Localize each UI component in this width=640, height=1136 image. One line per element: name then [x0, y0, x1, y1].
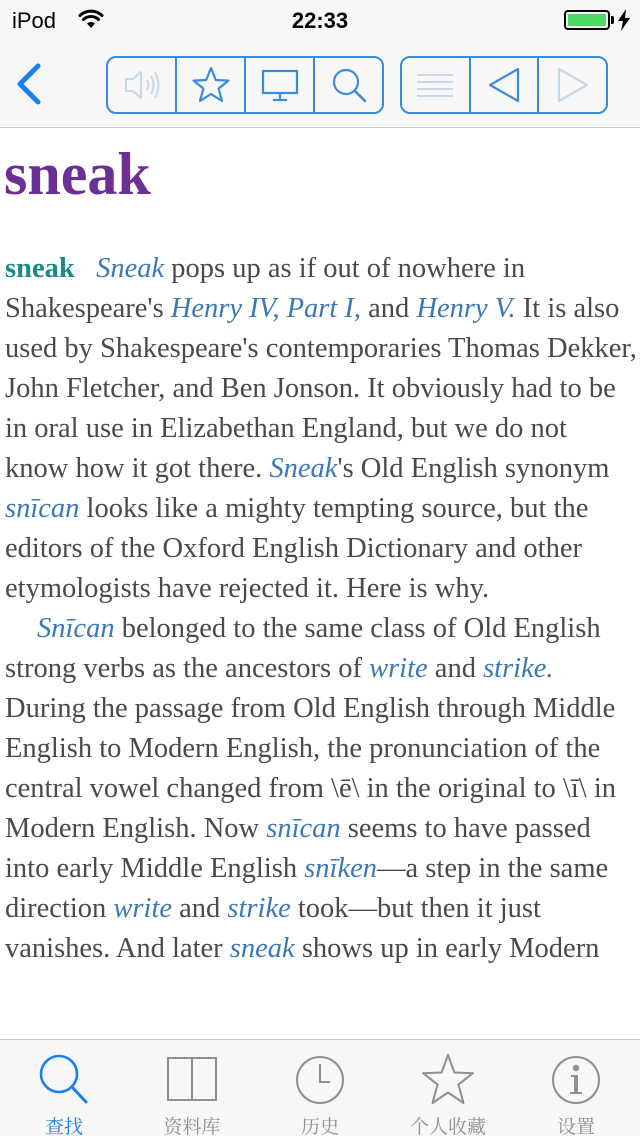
cross-reference-link[interactable]: snīcan: [266, 813, 341, 844]
tab-label: 个人收藏: [409, 1117, 486, 1136]
find-button[interactable]: [315, 58, 382, 112]
tool-group-primary: [106, 56, 384, 114]
text-run: shows up in early Modern: [294, 933, 600, 964]
star-icon: [189, 65, 233, 105]
headword: sneak: [4, 141, 151, 207]
speaker-icon: [120, 65, 164, 105]
device-name: iPod: [12, 8, 57, 33]
text-run: belonged to the same class of Old English strong verbs as the ancestors of: [5, 613, 601, 684]
entry-label: sneak: [5, 253, 75, 284]
next-button[interactable]: [539, 58, 606, 112]
cross-reference-link[interactable]: write: [369, 653, 428, 684]
display-button[interactable]: [246, 58, 315, 112]
text-run: seems to have passed into early Middle English: [5, 813, 591, 884]
cross-reference-link[interactable]: Henry V.: [416, 293, 516, 324]
text-run: pops up as if out of nowhere in Shakespeare's: [5, 253, 526, 324]
text-run: looks like a mighty tempting source, but the editors of the Oxford English Dictionary and other etymologists have rejected it. Here is why.: [5, 493, 589, 604]
text-run: —a step in the same direction: [5, 853, 609, 924]
cross-reference-link[interactable]: sneak: [229, 933, 295, 964]
clock-icon: [292, 1052, 348, 1108]
entry-content: [0, 129, 640, 1039]
tool-group-navigation: [400, 56, 608, 114]
cross-reference-link[interactable]: Sneak: [269, 453, 338, 484]
tab-favorites[interactable]: [384, 1040, 512, 1136]
article-paragraph: [5, 609, 637, 969]
list-button[interactable]: [402, 58, 471, 112]
tab-label: 资料库: [163, 1117, 221, 1136]
text-run: and: [361, 293, 417, 324]
tab-bar: [0, 1039, 640, 1136]
text-run: and: [172, 893, 228, 924]
tab-label: 查找: [44, 1117, 83, 1136]
tab-label: 历史: [300, 1117, 339, 1136]
toolbar: [0, 40, 640, 128]
tab-label: 设置: [556, 1117, 595, 1136]
info-icon: [548, 1052, 604, 1108]
tab-search[interactable]: [0, 1040, 128, 1136]
tab-history[interactable]: [256, 1040, 384, 1136]
search-icon: [36, 1052, 92, 1108]
cross-reference-link[interactable]: Sneak: [96, 253, 165, 284]
previous-triangle-icon: [482, 65, 526, 105]
cross-reference-link[interactable]: strike: [227, 893, 291, 924]
battery-icon: [564, 10, 610, 30]
cross-reference-link[interactable]: Snīcan: [37, 613, 115, 644]
cross-reference-link[interactable]: strike.: [483, 653, 554, 684]
article-text: [5, 249, 637, 969]
monitor-icon: [258, 65, 302, 105]
article-paragraph: [5, 249, 637, 609]
chevron-left-icon[interactable]: [10, 62, 50, 106]
book-icon: [164, 1052, 220, 1108]
charging-bolt-icon: [617, 9, 631, 31]
text-run: During the passage from Old English through Middle English to Modern English, the pronunciation of the central vowel changed from \ē\ in the original to \ī\ in Modern English. Now: [5, 693, 616, 844]
previous-button[interactable]: [471, 58, 540, 112]
text-run: It is also used by Shakespeare's contemporaries Thomas Dekker, John Fletcher, and Ben Jonson. It obviously had to be in oral use in Elizabethan England, but we do not know how it got there.: [5, 293, 637, 484]
tab-library[interactable]: [128, 1040, 256, 1136]
favorite-button[interactable]: [177, 58, 246, 112]
text-run: took—but then it just vanishes. And later: [5, 893, 541, 964]
cross-reference-link[interactable]: snīken: [304, 853, 378, 884]
tab-settings[interactable]: [512, 1040, 640, 1136]
cross-reference-link[interactable]: Henry IV, Part I,: [170, 293, 362, 324]
battery-cap: [611, 16, 614, 24]
next-triangle-icon: [551, 65, 595, 105]
cross-reference-link[interactable]: write: [113, 893, 173, 924]
speak-button[interactable]: [108, 58, 177, 112]
text-run: and: [427, 653, 484, 684]
search-icon: [327, 65, 371, 105]
status-bar: [0, 0, 640, 40]
text-run: 's Old English synonym: [337, 453, 610, 484]
status-time: 22:33: [291, 8, 349, 33]
list-icon: [413, 65, 457, 105]
cross-reference-link[interactable]: snīcan: [5, 493, 80, 524]
star-icon: [420, 1052, 476, 1108]
